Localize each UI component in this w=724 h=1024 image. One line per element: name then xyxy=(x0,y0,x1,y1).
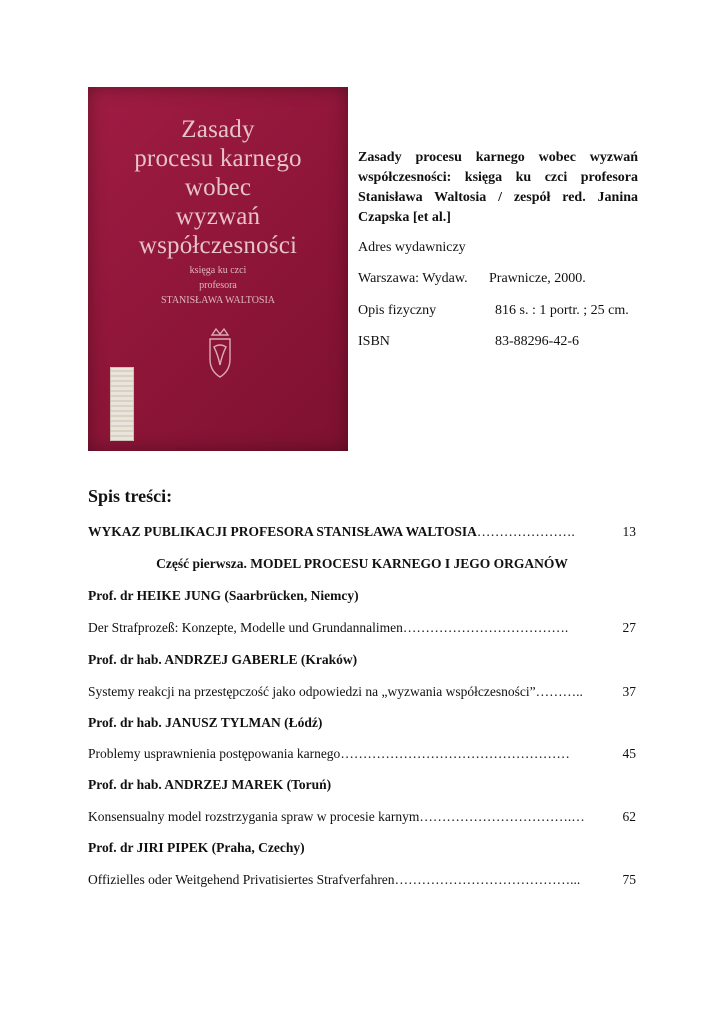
toc-page-number: 45 xyxy=(622,746,636,761)
toc-part-heading: Część pierwsza. MODEL PROCESU KARNEGO I JEGO ORGANÓW xyxy=(156,556,568,571)
cover-subtitle-line: księga ku czci xyxy=(189,265,247,276)
cover-title-line: współczesności xyxy=(138,232,298,259)
toc-leader: …………………………………... xyxy=(394,872,581,887)
isbn-label: ISBN xyxy=(358,334,390,349)
toc-entry-title: Konsensualny model rozstrzygania spraw w procesie karnym xyxy=(88,809,420,824)
toc-page-number: 62 xyxy=(622,809,636,824)
toc-entry xyxy=(88,620,636,636)
toc-entry-title: Systemy reakcji na przestępczość jako odpowiedzi na „wyzwania współczesności” xyxy=(88,684,536,699)
cover-title-line: procesu karnego xyxy=(134,145,302,172)
toc-entry xyxy=(88,746,636,762)
cover-subtitle xyxy=(88,263,348,308)
physical-row xyxy=(358,301,629,321)
cover-title-line: wyzwań xyxy=(175,203,261,230)
isbn-row xyxy=(358,332,579,352)
toc-leader: ……….. xyxy=(535,684,583,699)
cover-subtitle-line: STANISŁAWA WALTOSIA xyxy=(160,295,276,306)
crest-icon xyxy=(198,325,242,381)
book-cover-image xyxy=(88,87,348,451)
toc-entry xyxy=(88,809,636,825)
toc-entry-title: Der Strafprozeß: Konzepte, Modelle und Grundannalimen xyxy=(88,620,403,635)
publisher-value-row xyxy=(358,269,586,289)
cover-title-line: wobec xyxy=(184,174,252,201)
toc-entry-title: WYKAZ PUBLIKACJI PROFESORA STANISŁAWA WALTOSIA xyxy=(88,524,477,539)
toc-entry xyxy=(88,872,636,888)
toc-leader: …………………………………………… xyxy=(340,746,570,761)
library-label-sticker xyxy=(110,367,134,441)
toc-entry-title: Problemy usprawnienia postępowania karnego xyxy=(88,746,341,761)
toc-author: Prof. dr HEIKE JUNG (Saarbrücken, Niemcy) xyxy=(88,588,359,603)
bibliographic-record xyxy=(358,148,638,349)
publisher-label: Adres wydawniczy xyxy=(358,240,466,255)
cover-title-line: Zasady xyxy=(181,116,255,143)
toc-leader: …………………. xyxy=(476,524,575,539)
publisher-value-b: Prawnicze, 2000. xyxy=(489,271,586,286)
toc-page-number: 27 xyxy=(622,620,636,635)
publisher-value-a: Warszawa: Wydaw. xyxy=(358,271,468,286)
record-title: Zasady procesu karnego wobec wyzwań współczesności: księga ku czci profesora Stanisława Waltosia / zespół red. Janina Czapska [et al.] xyxy=(358,150,638,225)
toc-leader: …………………………….… xyxy=(419,809,585,824)
toc-author: Prof. dr hab. JANUSZ TYLMAN (Łódź) xyxy=(88,715,323,730)
cover-subtitle-line: profesora xyxy=(199,280,237,291)
toc-leader: ………………………………. xyxy=(402,620,569,635)
toc-entry xyxy=(88,684,636,700)
publisher-row xyxy=(358,238,466,258)
physical-value: 816 s. : 1 portr. ; 25 cm. xyxy=(495,303,629,318)
toc-author: Prof. dr hab. ANDRZEJ GABERLE (Kraków) xyxy=(88,652,358,667)
toc-heading: Spis treści: xyxy=(88,486,173,506)
toc-page-number: 37 xyxy=(622,684,636,699)
toc-page-number: 75 xyxy=(622,872,636,887)
toc-author: Prof. dr JIRI PIPEK (Praha, Czechy) xyxy=(88,840,305,855)
isbn-value: 83-88296-42-6 xyxy=(495,334,579,349)
physical-label: Opis fizyczny xyxy=(358,303,437,318)
cover-title xyxy=(88,115,348,260)
toc-entry xyxy=(88,524,636,540)
toc-entry-title: Offizielles oder Weitgehend Privatisiertes Strafverfahren xyxy=(88,872,395,887)
toc-author: Prof. dr hab. ANDRZEJ MAREK (Toruń) xyxy=(88,777,332,792)
toc-page-number: 13 xyxy=(622,524,636,539)
